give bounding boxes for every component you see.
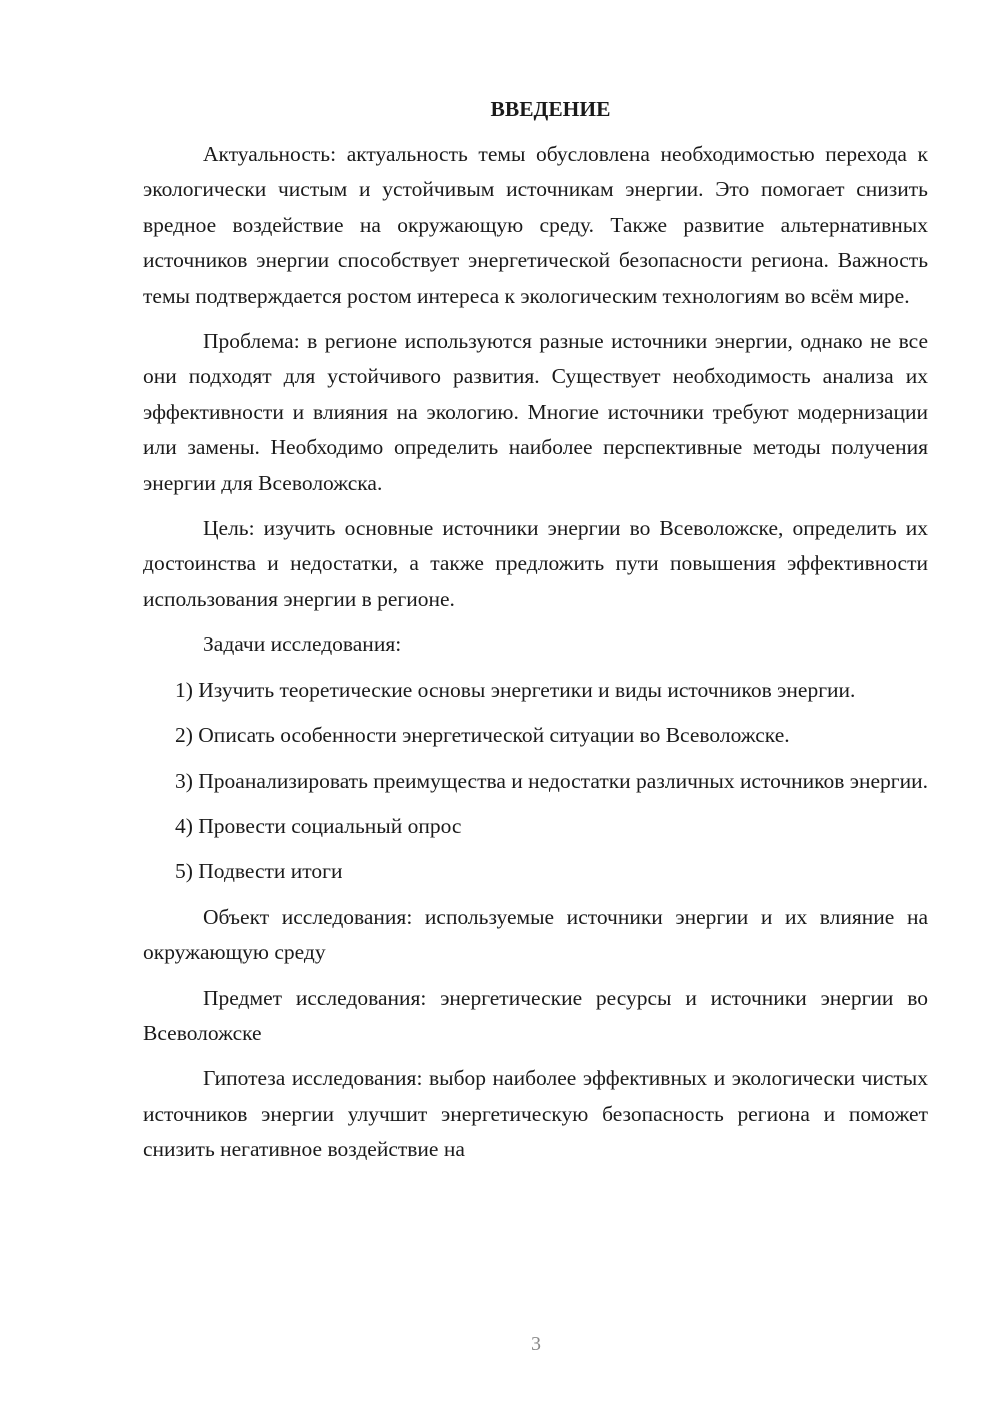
paragraph-subject: Предмет исследования: энергетические ресурсы и источники энергии во Всеволожске [143, 985, 928, 1045]
paragraph-object: Объект исследования: используемые источники энергии и их влияние на окружающую среду [143, 904, 928, 965]
page-number: 3 [531, 1333, 541, 1355]
task-item-2: 2) Описать особенности энергетической ситуации во Всеволожске. [175, 723, 790, 748]
section-title: ВВЕДЕНИЕ [490, 97, 611, 121]
task-item-1: 1) Изучить теоретические основы энергетики и виды источников энергии. [175, 677, 856, 702]
task-item-5: 5) Подвести итоги [175, 859, 343, 884]
paragraph-relevance: Актуальность: актуальность темы обусловлена необходимостью перехода к экологически чистым и устойчивым источникам энергии. Это помогает снизить вредное воздействие на окружающую среду. Также развитие альтернативных источников энергии способствует энергетической безопасности региона. Важность темы подтверждается ростом интереса к экологическим технологиям во всём мире. [143, 142, 928, 308]
document-page [143, 92, 928, 1178]
paragraph-goal: Цель: изучить основные источники энергии во Всеволожске, определить их достоинства и недостатки, а также предложить пути повышения эффективности использования энергии в регионе. [143, 516, 928, 611]
paragraph-tasks-heading: Задачи исследования: [203, 632, 402, 657]
task-item-4: 4) Провести социальный опрос [175, 813, 462, 838]
task-item-3: 3) Проанализировать преимущества и недостатки различных источников энергии. [175, 768, 929, 793]
paragraph-hypothesis: Гипотеза исследования: выбор наиболее эффективных и экологически чистых источников энергии улучшит энергетическую безопасность региона и поможет снизить негативное воздействие на [143, 1066, 928, 1162]
paragraph-problem: Проблема: в регионе используются разные источники энергии, однако не все они подходят для устойчивого развития. Существует необходимость анализа их эффективности и влияния на экологию. Многие источники требуют модернизации или замены. Необходимо определить наиболее перспективные методы получения энергии для Всеволожска. [143, 329, 928, 495]
